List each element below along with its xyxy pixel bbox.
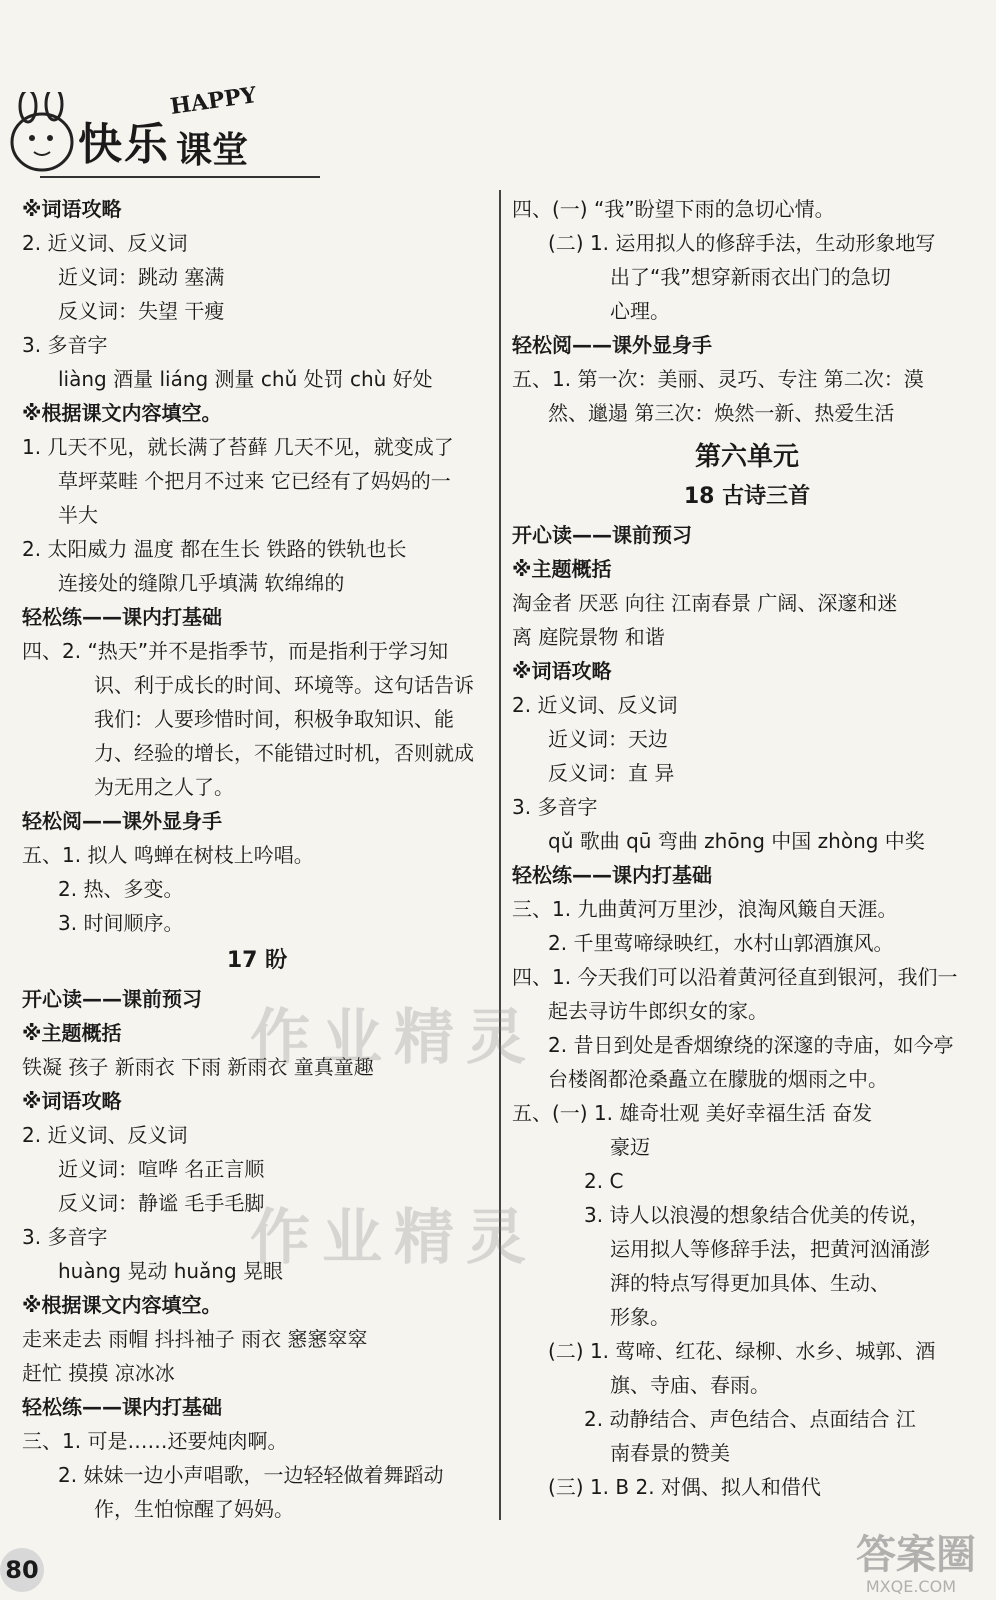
right-text-line: 离 庭院景物 和谐 bbox=[512, 625, 665, 649]
left-text-line: 1. 几天不见，就长满了苔藓 几天不见，就变成了 bbox=[22, 435, 454, 459]
left-text-line: 2. 妹妹一边小声唱歌，一边轻轻做着舞蹈动 bbox=[58, 1463, 444, 1487]
right-text-line: 2. 动静结合、声色结合、点面结合 江 bbox=[584, 1407, 916, 1431]
right-text-line: 五、(一) 1. 雄奇壮观 美好幸福生活 奋发 bbox=[512, 1101, 873, 1125]
right-text-line: 3. 多音字 bbox=[512, 795, 598, 819]
left-text-line: 草坪菜畦 个把月不过来 它已经有了妈妈的一 bbox=[58, 469, 451, 493]
left-text-line: 半大 bbox=[58, 503, 98, 527]
left-text-line: 三、1. 可是……还要炖肉啊。 bbox=[22, 1429, 288, 1453]
right-text-line: 旗、寺庙、春雨。 bbox=[610, 1373, 770, 1397]
right-text-line: 轻松阅——课外显身手 bbox=[512, 333, 712, 357]
left-text-line: 为无用之人了。 bbox=[94, 775, 234, 799]
right-text-line: 台楼阁都沧桑矗立在朦胧的烟雨之中。 bbox=[548, 1067, 888, 1091]
right-text-line: 三、1. 九曲黄河万里沙，浪淘风簸自天涯。 bbox=[512, 897, 898, 921]
left-text-line: 轻松练——课内打基础 bbox=[22, 1395, 222, 1419]
left-text-line: 连接处的缝隙几乎填满 软绵绵的 bbox=[58, 571, 345, 595]
right-text-line: 第六单元 bbox=[694, 442, 799, 472]
logo-main-text: 快乐 bbox=[78, 119, 170, 170]
left-text-line: 3. 多音字 bbox=[22, 1225, 108, 1249]
watermark: 作业精灵 bbox=[250, 1203, 538, 1273]
left-text-line: 反义词：失望 干瘦 bbox=[58, 299, 225, 323]
left-text-line: 2. 热、多变。 bbox=[58, 877, 184, 901]
right-text-line: (三) 1. B 2. 对偶、拟人和借代 bbox=[548, 1475, 821, 1499]
right-column bbox=[512, 192, 982, 1504]
left-text-line: 17 盼 bbox=[226, 948, 288, 973]
left-text-line: 近义词：跳动 塞满 bbox=[58, 265, 225, 289]
right-text-line: 淘金者 厌恶 向往 江南春景 广阔、深邃和迷 bbox=[512, 591, 898, 615]
left-text-line: liàng 酒量 liáng 测量 chǔ 处罚 chù 好处 bbox=[58, 367, 433, 391]
left-text-line: 走来走去 雨帽 抖抖袖子 雨衣 窸窸窣窣 bbox=[22, 1327, 368, 1351]
right-text-line: 运用拟人等修辞手法，把黄河汹涌澎 bbox=[610, 1237, 930, 1261]
right-text-line: 出了“我”想穿新雨衣出门的急切 bbox=[610, 265, 891, 289]
left-text-line: 作，生怕惊醒了妈妈。 bbox=[94, 1497, 294, 1521]
right-text-line: 2. 近义词、反义词 bbox=[512, 693, 678, 717]
right-text-line: 近义词：天边 bbox=[548, 727, 668, 751]
left-text-line: 赶忙 摸摸 凉冰冰 bbox=[22, 1361, 175, 1385]
left-text-line: ※根据课文内容填空。 bbox=[22, 401, 222, 425]
right-text-line: 豪迈 bbox=[610, 1135, 650, 1159]
right-text-line: 开心读——课前预习 bbox=[512, 523, 692, 547]
left-text-line: 四、2. “热天”并不是指季节，而是指利于学习知 bbox=[22, 639, 449, 663]
right-text-line: 起去寻访牛郎织女的家。 bbox=[548, 999, 768, 1023]
left-text-line: 力、经验的增长，不能错过时机，否则就成 bbox=[94, 741, 474, 765]
right-text-line: 反义词：直 异 bbox=[548, 761, 675, 785]
right-text-line: ※主题概括 bbox=[512, 557, 612, 581]
left-text-line: ※词语攻略 bbox=[22, 197, 122, 221]
column-divider bbox=[499, 190, 501, 1520]
left-text-line: 轻松阅——课外显身手 bbox=[22, 809, 222, 833]
left-text-line: 反义词：静谧 毛手毛脚 bbox=[58, 1191, 265, 1215]
left-text-line: 开心读——课前预习 bbox=[22, 987, 202, 1011]
logo-sub-text: 课堂 bbox=[176, 130, 249, 171]
right-text-line: 四、(一) “我”盼望下雨的急切心情。 bbox=[512, 197, 835, 221]
right-text-line: (二) 1. 莺啼、红花、绿柳、水乡、城郭、酒 bbox=[548, 1339, 936, 1363]
right-text-line: 2. 昔日到处是香烟缭绕的深邃的寺庙，如今亭 bbox=[548, 1033, 954, 1057]
left-text-line: 铁凝 孩子 新雨衣 下雨 新雨衣 童真童趣 bbox=[22, 1055, 374, 1079]
left-text-line: 3. 时间顺序。 bbox=[58, 911, 184, 935]
right-text-line: 心理。 bbox=[610, 299, 670, 323]
left-text-line: 2. 近义词、反义词 bbox=[22, 1123, 188, 1147]
corner-watermark-url: MXQE.COM bbox=[865, 1577, 956, 1596]
right-text-line: 轻松练——课内打基础 bbox=[512, 863, 712, 887]
right-text-line: 四、1. 今天我们可以沿着黄河径直到银河，我们一 bbox=[512, 965, 958, 989]
left-text-line: 2. 太阳威力 温度 都在生长 铁路的铁轨也长 bbox=[22, 537, 407, 561]
left-text-line: ※主题概括 bbox=[22, 1021, 122, 1045]
corner-watermark: 答案圈 bbox=[856, 1532, 976, 1578]
left-text-line: 我们：人要珍惜时间，积极争取知识、能 bbox=[94, 707, 454, 731]
right-text-line: 2. C bbox=[584, 1169, 624, 1193]
right-text-line: 形象。 bbox=[610, 1305, 670, 1329]
right-text-line: ※词语攻略 bbox=[512, 659, 612, 683]
left-text-line: 五、1. 拟人 鸣蝉在树枝上吟唱。 bbox=[22, 843, 314, 867]
left-text-line: 轻松练——课内打基础 bbox=[22, 605, 222, 629]
logo-happy-text: HAPPY bbox=[168, 82, 259, 120]
left-text-line: 3. 多音字 bbox=[22, 333, 108, 357]
right-text-line: (二) 1. 运用拟人的修辞手法，生动形象地写 bbox=[548, 231, 936, 255]
right-text-line: 3. 诗人以浪漫的想象结合优美的传说， bbox=[584, 1203, 930, 1227]
rabbit-mascot-icon bbox=[4, 92, 84, 182]
left-text-line: 识、利于成长的时间、环境等。这句话告诉 bbox=[94, 673, 474, 697]
left-text-line: 2. 近义词、反义词 bbox=[22, 231, 188, 255]
page-header bbox=[0, 0, 330, 190]
right-text-line: 2. 千里莺啼绿映红，水村山郭酒旗风。 bbox=[548, 931, 894, 955]
left-text-line: ※根据课文内容填空。 bbox=[22, 1293, 222, 1317]
left-column bbox=[22, 192, 492, 1526]
right-text-line: 湃的特点写得更加具体、生动、 bbox=[610, 1271, 890, 1295]
right-text-line: 南春景的赞美 bbox=[610, 1441, 730, 1465]
page-number: 80 bbox=[0, 1548, 44, 1592]
right-text-line: 五、1. 第一次：美丽、灵巧、专注 第二次：漠 bbox=[512, 367, 924, 391]
watermark: 作业精灵 bbox=[250, 1003, 538, 1073]
right-text-line: 然、邋遢 第三次：焕然一新、热爱生活 bbox=[548, 401, 895, 425]
header-divider bbox=[40, 176, 320, 178]
left-text-line: 近义词：喧哗 名正言顺 bbox=[58, 1157, 265, 1181]
left-text-line: ※词语攻略 bbox=[22, 1089, 122, 1113]
left-text-line: huàng 晃动 huǎng 晃眼 bbox=[58, 1259, 284, 1283]
right-text-line: 18 古诗三首 bbox=[683, 484, 811, 509]
right-text-line: qǔ 歌曲 qū 弯曲 zhōng 中国 zhòng 中奖 bbox=[548, 829, 925, 853]
